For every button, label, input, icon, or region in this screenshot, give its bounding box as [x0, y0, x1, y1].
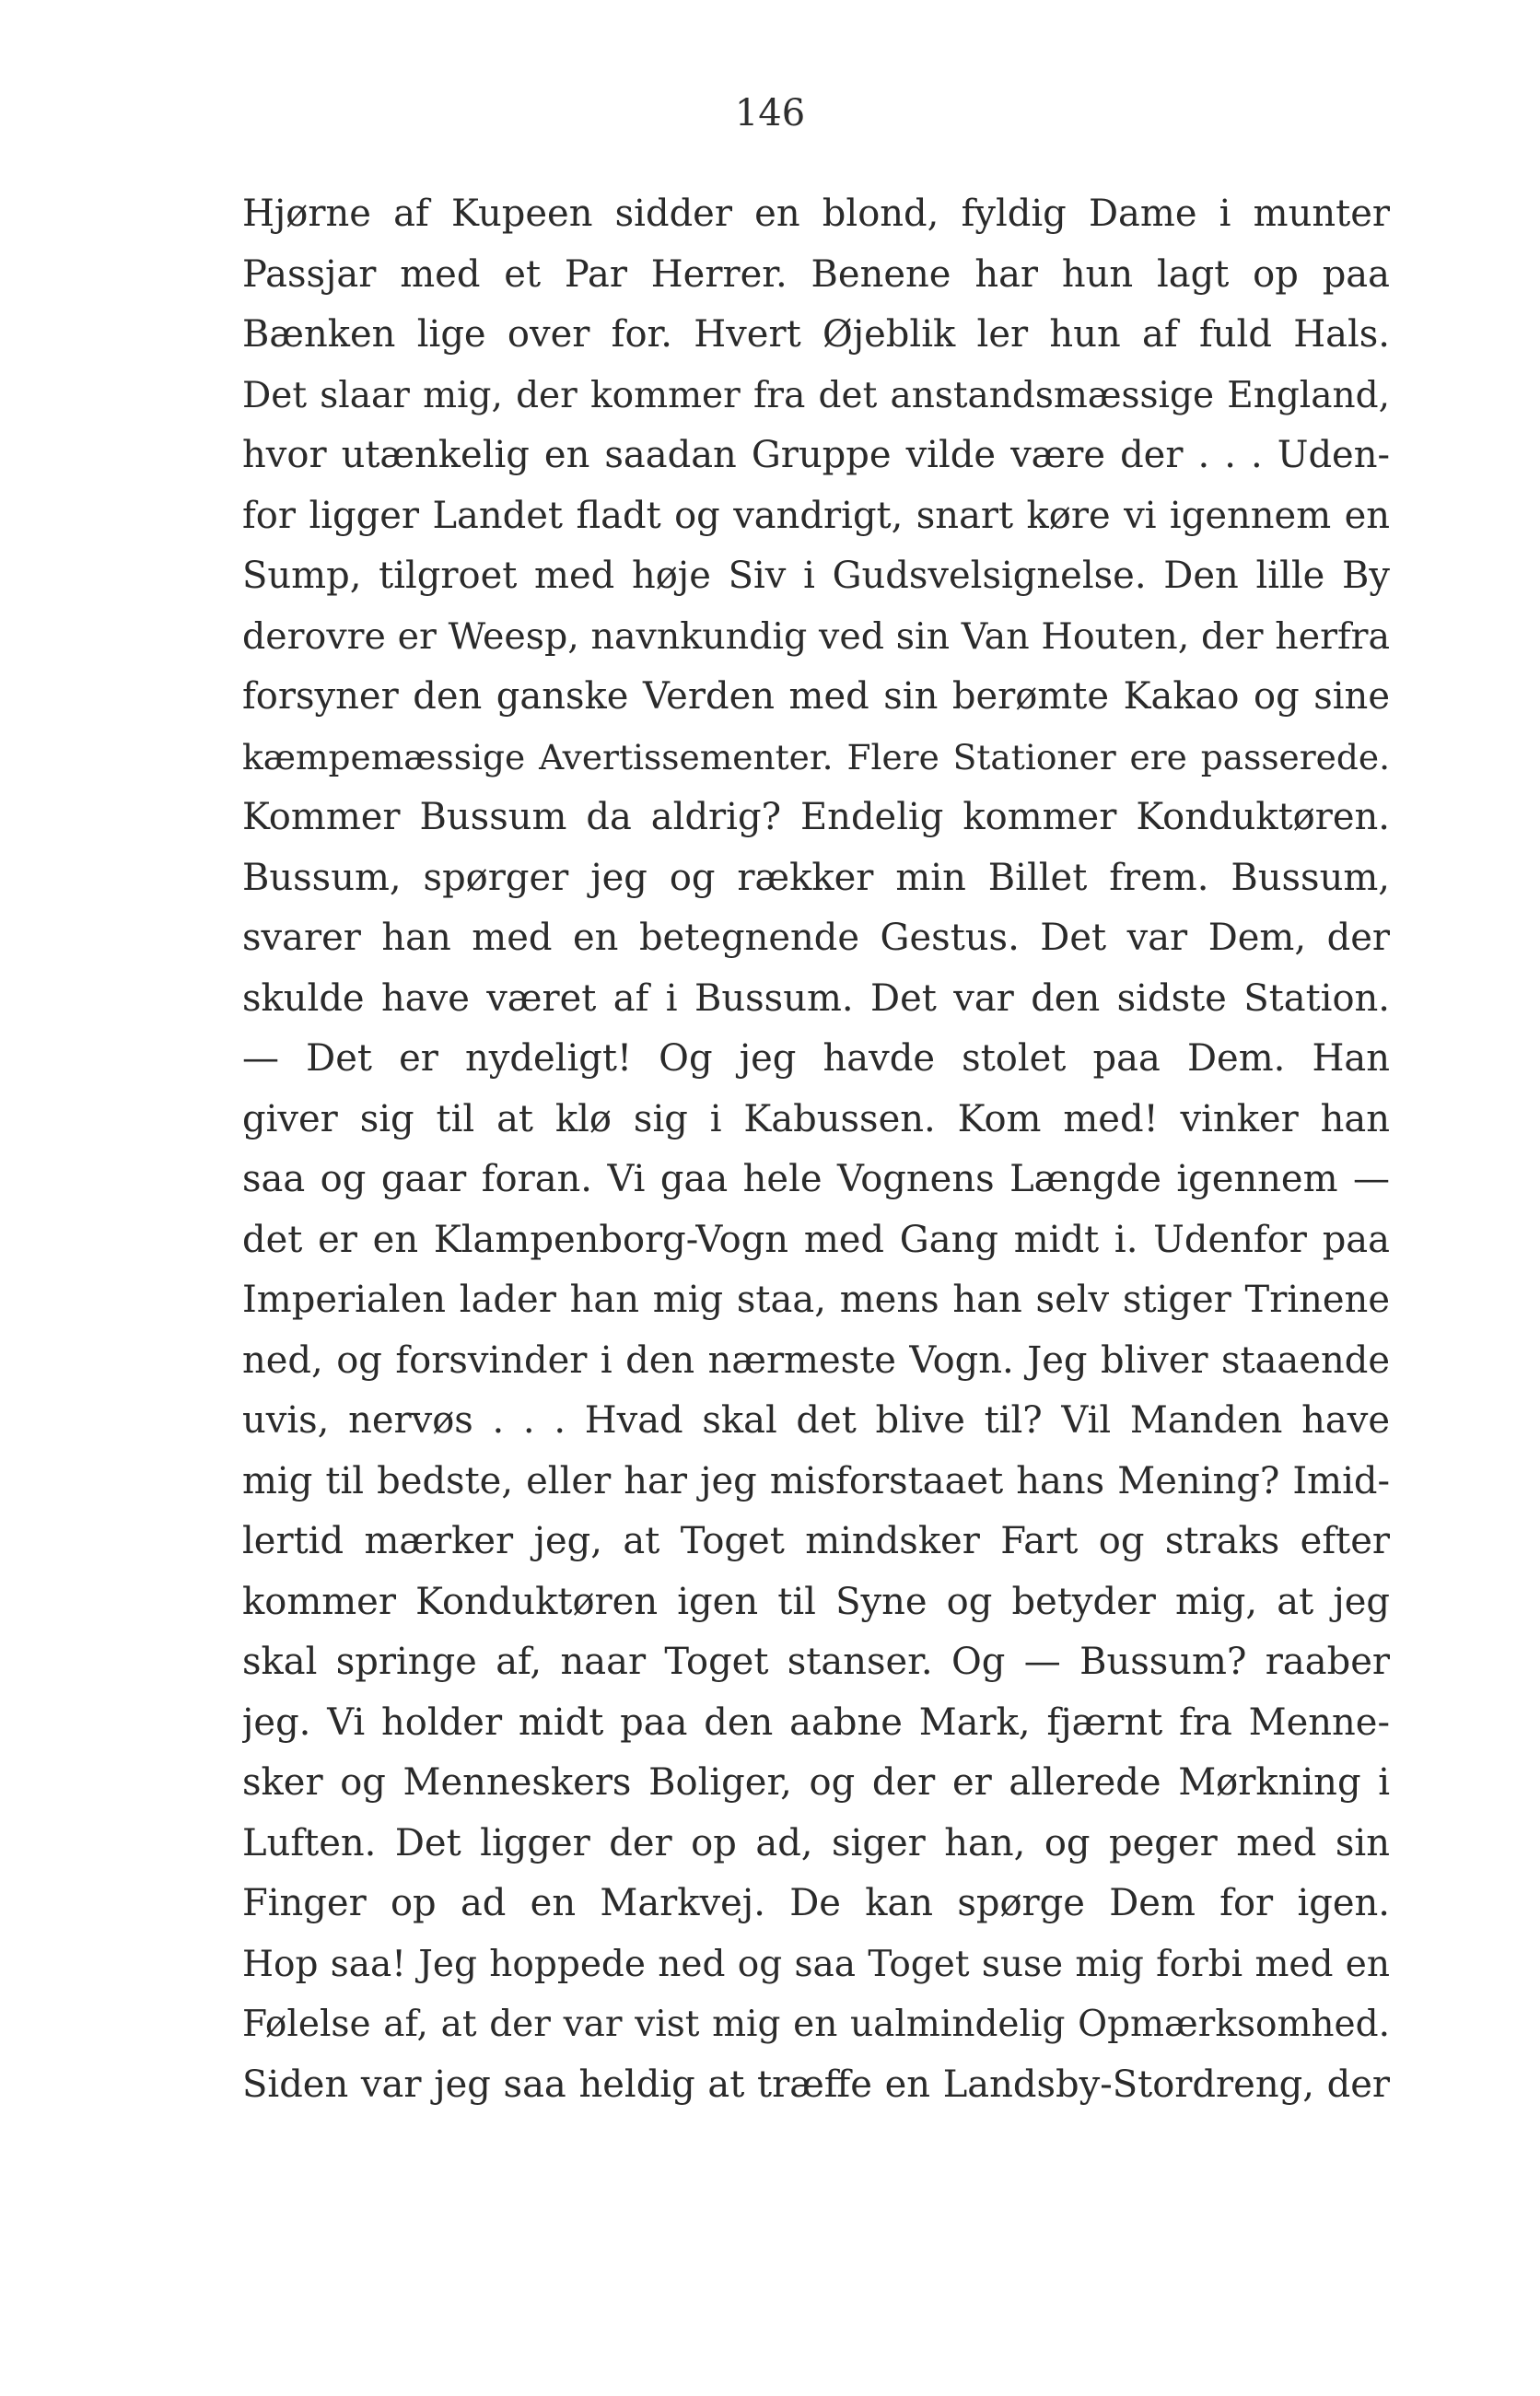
text-line: uvis, nervøs . . . Hvad skal det blive til? Vil Manden have — [242, 1399, 1390, 1442]
text-line: skal springe af, naar Toget stanser. Og — Bussum? raaber — [242, 1641, 1390, 1683]
text-line: for ligger Landet fladt og vandrigt, snart køre vi igennem en — [242, 494, 1390, 537]
text-line: jeg. Vi holder midt paa den aabne Mark, fjærnt fra Menne- — [242, 1701, 1390, 1744]
text-line: kæmpemæssige Avertissementer. Flere Stationer ere passerede. — [242, 736, 1390, 777]
text-line: sker og Menneskers Boliger, og der er allerede Mørkning i — [242, 1761, 1390, 1804]
text-line: Følelse af, at der var vist mig en ualmindelig Opmærksomhed. — [242, 2004, 1390, 2045]
text-line: Imperialen lader han mig staa, mens han selv stiger Trinene — [242, 1279, 1390, 1321]
text-line: Finger op ad en Markvej. De kan spørge Dem for igen. — [242, 1882, 1390, 1924]
text-line: Passjar med et Par Herrer. Benene har hun lagt op paa — [242, 252, 1390, 296]
text-line: — Det er nydeligt! Og jeg havde stolet paa Dem. Han — [242, 1037, 1390, 1080]
text-line: Siden var jeg saa heldig at træffe en Landsby-Stordreng, der — [242, 2063, 1390, 2106]
body-text — [242, 184, 1390, 2115]
text-line: forsyner den ganske Verden med sin berømte Kakao og sine — [242, 675, 1390, 718]
page-number: 146 — [734, 92, 806, 134]
text-line: ned, og forsvinder i den nærmeste Vogn. Jeg bliver staaende — [242, 1338, 1390, 1382]
text-line: lertid mærker jeg, at Toget mindsker Fart og straks efter — [242, 1520, 1390, 1562]
text-line: derovre er Weesp, navnkundig ved sin Van Houten, der herfra — [242, 614, 1390, 658]
text-line: svarer han med en betegnende Gestus. Det var Dem, der — [242, 917, 1390, 959]
text-line: Hjørne af Kupeen sidder en blond, fyldig Dame i munter — [242, 193, 1390, 235]
text-line: kommer Konduktøren igen til Syne og betyder mig, at jeg — [242, 1580, 1390, 1623]
text-line: Bussum, spørger jeg og rækker min Billet frem. Bussum, — [242, 856, 1390, 899]
text-line: Luften. Det ligger der op ad, siger han, og peger med sin — [242, 1821, 1390, 1864]
text-line: Hop saa! Jeg hoppede ned og saa Toget suse mig forbi med en — [242, 1943, 1390, 1985]
text-line: saa og gaar foran. Vi gaa hele Vognens Længde igennem — — [242, 1158, 1390, 1200]
text-line: det er en Klampenborg-Vogn med Gang midt i. Udenfor paa — [242, 1218, 1390, 1261]
text-line: Det slaar mig, der kommer fra det anstandsmæssige England, — [242, 374, 1390, 416]
text-line: Bænken lige over for. Hvert Øjeblik ler hun af fuld Hals. — [242, 313, 1390, 356]
text-line: mig til bedste, eller har jeg misforstaaet hans Mening? Imid- — [242, 1459, 1390, 1502]
text-line: Kommer Bussum da aldrig? Endelig kommer Konduktøren. — [242, 796, 1390, 838]
text-line: giver sig til at klø sig i Kabussen. Kom med! vinker han — [242, 1097, 1390, 1140]
text-line: hvor utænkelig en saadan Gruppe vilde være der . . . Uden- — [242, 434, 1390, 476]
text-line: Sump, tilgroet med høje Siv i Gudsvelsignelse. Den lille By — [242, 555, 1390, 597]
text-line: skulde have været af i Bussum. Det var den sidste Station. — [242, 976, 1390, 1020]
